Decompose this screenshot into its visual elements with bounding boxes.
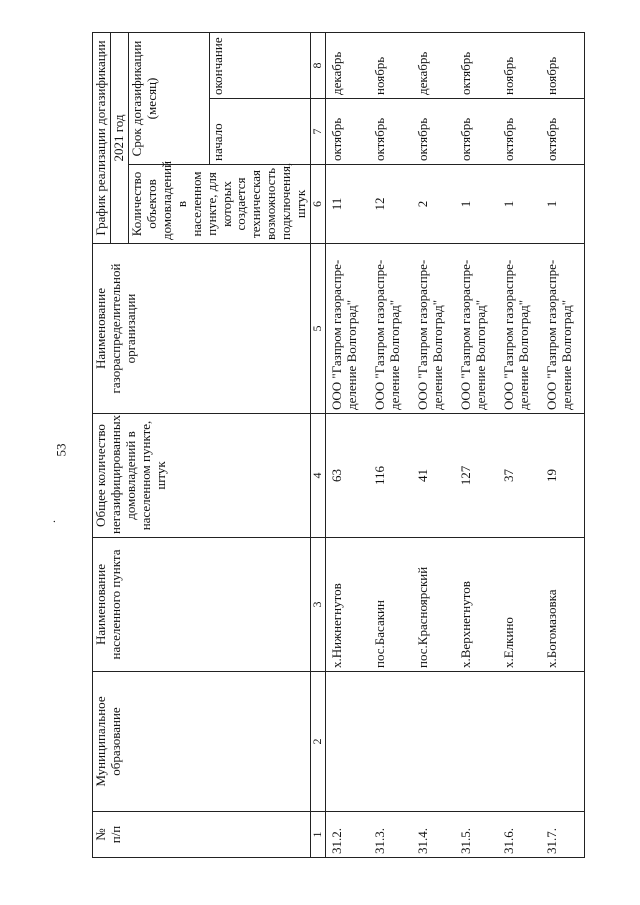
end-month-cell: ноябрь (369, 32, 412, 98)
settlement-cell: х.Елкино (498, 538, 541, 672)
column-number: 6 (311, 165, 326, 244)
start-month-cell: октябрь (455, 99, 498, 165)
row-number: 31.2. (325, 812, 369, 858)
settlement-cell: пос.Красноярский (412, 538, 455, 672)
organization-cell: ООО "Газпром газораспре-деление Волгоград" (369, 244, 412, 414)
column-number: 8 (311, 32, 326, 98)
column-number: 4 (311, 414, 326, 538)
municipality-cell (455, 672, 498, 812)
end-month-cell: декабрь (412, 32, 455, 98)
settlement-cell: пос.Басакин (369, 538, 412, 672)
start-month-cell: октябрь (369, 99, 412, 165)
header-year: 2021 год (110, 32, 128, 243)
table-row (455, 32, 498, 857)
start-month-cell: октябрь (498, 99, 541, 165)
objects-count-cell: 1 (498, 165, 541, 244)
gasification-schedule-table (92, 32, 585, 858)
total-households-cell: 19 (541, 414, 585, 538)
organization-cell: ООО "Газпром газораспре-деление Волгоград" (412, 244, 455, 414)
table-row (541, 32, 585, 857)
objects-count-cell: 11 (325, 165, 369, 244)
municipality-cell (412, 672, 455, 812)
header-num: № п/п (93, 812, 311, 858)
organization-cell: ООО "Газпром газораспре-деление Волгоград" (455, 244, 498, 414)
column-number: 2 (311, 672, 326, 812)
municipality-cell (541, 672, 585, 812)
row-number: 31.6. (498, 812, 541, 858)
header-start: начало (210, 99, 311, 165)
header-objects-count: Количество объектов домовладений в населенном пункте, для которых создается техническая возможность подключения, штук (128, 165, 310, 244)
settlement-cell: х.Верхнегнутов (455, 538, 498, 672)
settlement-cell: х.Богомазовка (541, 538, 585, 672)
header-municipality: Муниципальное образование (93, 672, 311, 812)
start-month-cell: октябрь (325, 99, 369, 165)
settlement-cell: х.Нижнегнутов (325, 538, 369, 672)
page-number: 53 (53, 443, 69, 457)
row-number: 31.4. (412, 812, 455, 858)
objects-count-cell: 2 (412, 165, 455, 244)
objects-count-cell: 12 (369, 165, 412, 244)
table-row (412, 32, 455, 857)
header-organization: Наименование газораспределительной организации (93, 244, 311, 414)
gasification-table-container (92, 33, 574, 858)
column-number: 5 (311, 244, 326, 414)
municipality-cell (325, 672, 369, 812)
end-month-cell: ноябрь (541, 32, 585, 98)
row-number: 31.7. (541, 812, 585, 858)
start-month-cell: октябрь (541, 99, 585, 165)
objects-count-cell: 1 (455, 165, 498, 244)
objects-count-cell: 1 (541, 165, 585, 244)
table-row (325, 32, 369, 857)
municipality-cell (369, 672, 412, 812)
column-number: 3 (311, 538, 326, 672)
table-row (498, 32, 541, 857)
municipality-cell (498, 672, 541, 812)
organization-cell: ООО "Газпром газораспре-деление Волгоград" (498, 244, 541, 414)
row-number: 31.3. (369, 812, 412, 858)
end-month-cell: декабрь (325, 32, 369, 98)
total-households-cell: 116 (369, 414, 412, 538)
header-total-households: Общее количество негазифицированных домовладений в населенном пункте, штук (93, 414, 311, 538)
organization-cell: ООО "Газпром газораспре-деление Волгоград" (325, 244, 369, 414)
page-mark: . (44, 520, 58, 523)
header-settlement: Наименование населенного пункта (93, 538, 311, 672)
total-households-cell: 127 (455, 414, 498, 538)
organization-cell: ООО "Газпром газораспре-деление Волгоград" (541, 244, 585, 414)
start-month-cell: октябрь (412, 99, 455, 165)
column-number: 1 (311, 812, 326, 858)
header-term: Срок догазификации (месяц) (128, 32, 209, 164)
column-number: 7 (311, 99, 326, 165)
total-households-cell: 37 (498, 414, 541, 538)
header-end: окончание (210, 32, 311, 98)
end-month-cell: ноябрь (498, 32, 541, 98)
row-number: 31.5. (455, 812, 498, 858)
table-row (369, 32, 412, 857)
total-households-cell: 63 (325, 414, 369, 538)
header-schedule: График реализации догазификации (93, 32, 111, 243)
end-month-cell: октябрь (455, 32, 498, 98)
total-households-cell: 41 (412, 414, 455, 538)
